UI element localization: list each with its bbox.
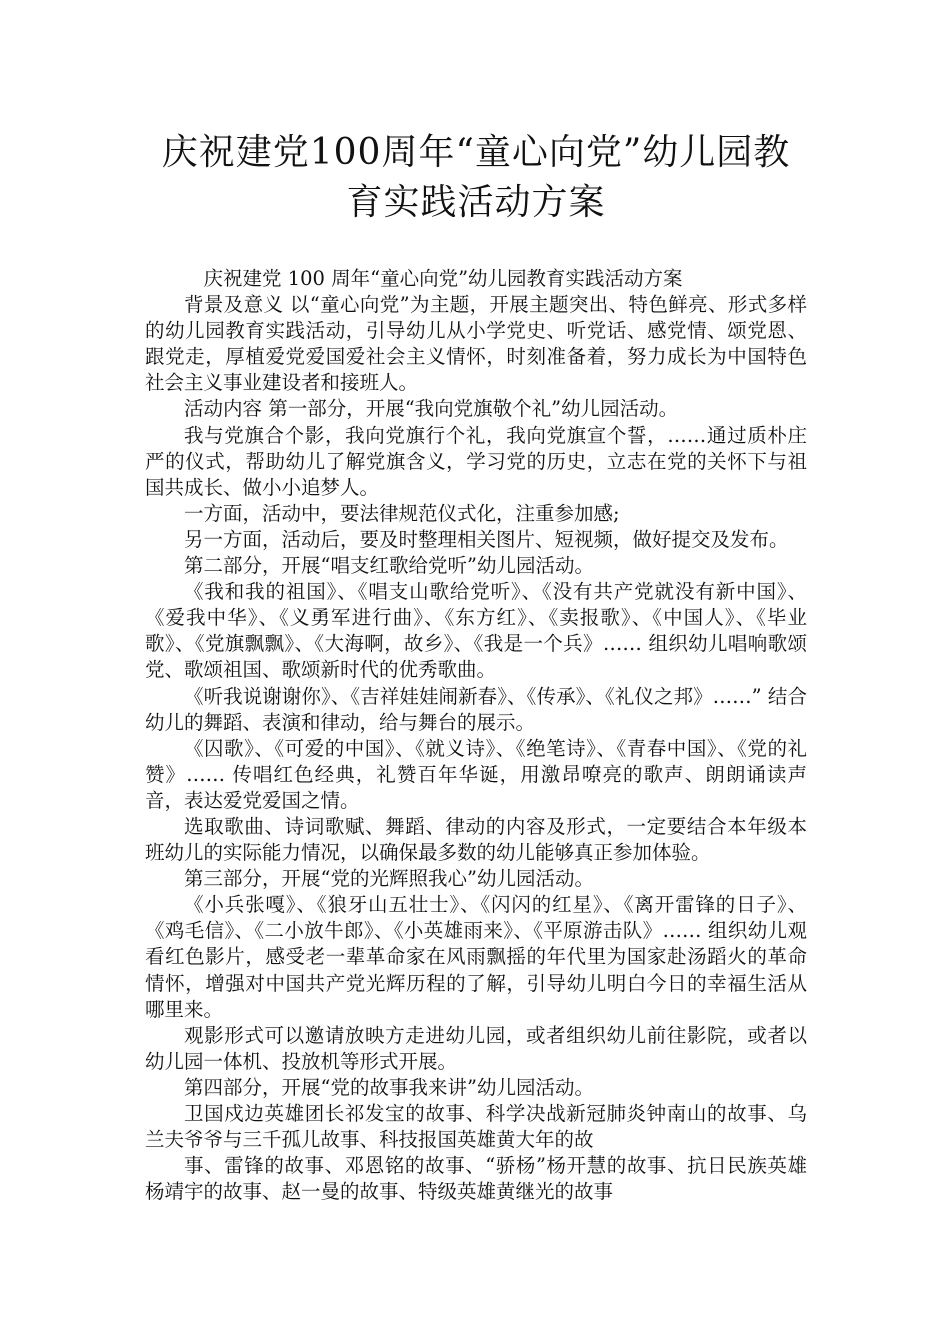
content-part-1-heading: 活动内容 第一部分，开展“我向党旗敬个礼”幼儿园活动。	[184, 397, 679, 421]
subtitle-paragraph: 庆祝建党 100 周年“童心向党”幼儿园教育实践活动方案	[203, 267, 683, 290]
title-line-2: 育实践活动方案	[346, 182, 606, 223]
part-1-description: 我与党旗合个影，我向党旗行个礼，我向党旗宣个誓，……通过质朴庄严的仪式，帮助幼儿了解党旗含义，学习党的历史，立志在党的关怀下与祖国共成长、做小小追梦人。	[145, 423, 807, 499]
background-paragraph: 背景及意义 以“童心向党”为主题，开展主题突出、特色鲜亮、形式多样的幼儿园教育实践活动，引导幼儿从小学党史、听党话、感党情、颂党恩、跟党走，厚植爱党爱国爱社会主义情怀，时刻准备着，努力成长为中国特色社会主义事业建设者和接班人。	[145, 293, 807, 395]
part-4-stories-2: 事、雷锋的故事、邓恩铭的故事、“骄杨”杨开慧的故事、抗日民族英雄杨靖宇的故事、赵一曼的故事、特级英雄黄继光的故事	[145, 1154, 807, 1204]
document-page	[145, 0, 807, 1205]
part-2-songs: 《我和我的祖国》、《唱支山歌给党听》、《没有共产党就没有新中国》、《爱我中华》、《义勇军进行曲》、《东方红》、《卖报歌》、《中国人》、《毕业歌》、《党旗飘飘》、《大海啊，故乡》、《我是一个兵》…… 组织幼儿唱响歌颂党、歌颂祖国、歌颂新时代的优秀歌曲。	[145, 580, 807, 682]
part-2-note: 选取歌曲、诗词歌赋、舞蹈、律动的内容及形式，一定要结合本年级本班幼儿的实际能力情况，以确保最多数的幼儿能够真正参加体验。	[145, 814, 807, 865]
document-body	[145, 266, 807, 1205]
part-4-stories-1: 卫国戍边英雄团长祁发宝的故事、科学决战新冠肺炎钟南山的故事、乌兰夫爷爷与三千孤儿故事、科技报国英雄黄大年的故	[145, 1102, 807, 1152]
part-2-poems: 《囚歌》、《可爱的中国》、《就义诗》、《绝笔诗》、《青春中国》、《党的礼赞》…… 传唱红色经典，礼赞百年华诞，用激昂嘹亮的歌声、朗朗诵读声音，表达爱党爱国之情。	[145, 736, 807, 812]
title-line-1: 庆祝建党100周年“童心向党”幼儿园教	[161, 132, 791, 173]
part-2-dances: 《听我说谢谢你》、《吉祥娃娃闹新春》、《传承》、《礼仪之邦》……” 结合幼儿的舞蹈、表演和律动，给与舞台的展示。	[145, 684, 807, 734]
part-2-heading: 第二部分，开展“唱支红歌给党听”幼儿园活动。	[184, 554, 594, 578]
part-1-note-2: 另一方面，活动后，要及时整理相关图片、短视频，做好提交及发布。	[184, 527, 789, 551]
part-4-heading: 第四部分，开展“党的故事我来讲”幼儿园活动。	[184, 1075, 594, 1099]
part-1-note-1: 一方面，活动中，要法律规范仪式化，注重参加感;	[184, 501, 620, 525]
part-3-heading: 第三部分，开展“党的光辉照我心”幼儿园活动。	[184, 867, 594, 891]
document-title	[145, 128, 807, 228]
part-3-note: 观影形式可以邀请放映方走进幼儿园，或者组织幼儿前往影院，或者以幼儿园一体机、投放机等形式开展。	[145, 1023, 807, 1073]
part-3-films: 《小兵张嘎》、《狼牙山五壮士》、《闪闪的红星》、《离开雷锋的日子》、《鸡毛信》、《二小放牛郎》、《小英雄雨来》、《平原游击队》…… 组织幼儿观看红色影片，感受老一辈革命家在风雨飘摇的年代里为国家赴汤蹈火的革命情怀，增强对中国共产党光辉历程的了解，引导幼儿明白今日的幸福生活从哪里来。	[145, 893, 807, 1021]
